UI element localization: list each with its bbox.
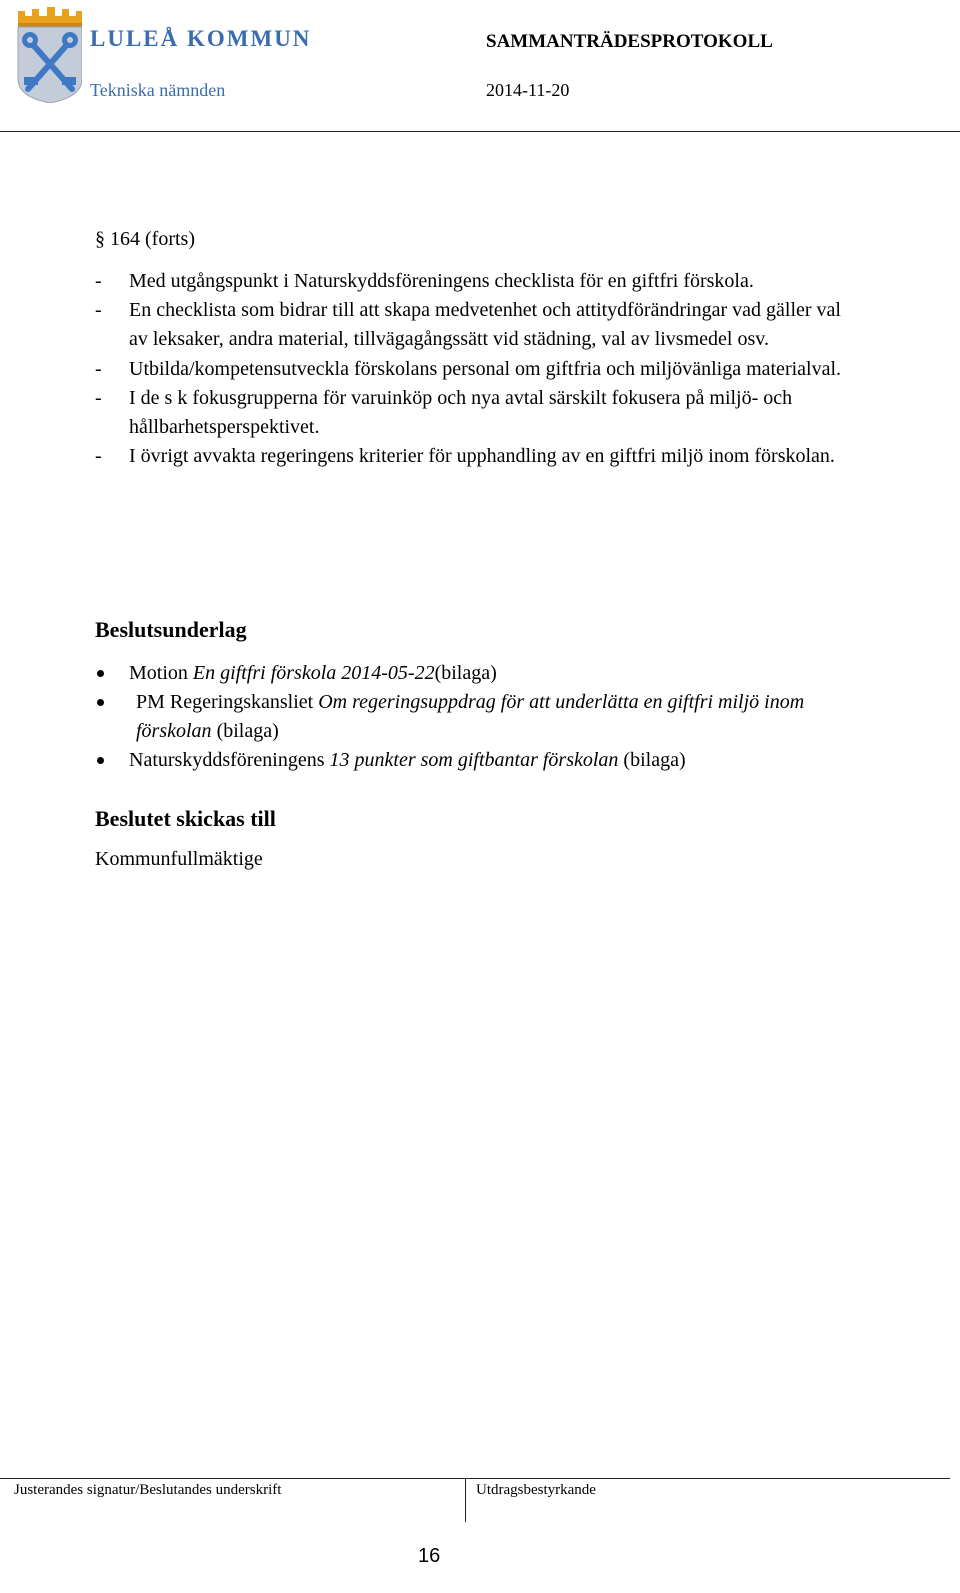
list-item	[95, 659, 855, 688]
entry-suffix: (bilaga)	[211, 720, 279, 742]
decision-basis-list	[95, 659, 855, 775]
document-type: SAMMANTRÄDESPROTOKOLL	[486, 31, 773, 52]
dash-marker: -	[95, 357, 102, 380]
list-item	[95, 442, 855, 471]
list-item	[95, 384, 855, 442]
entry-prefix: Naturskyddsföreningens	[129, 749, 330, 771]
bullet-icon	[97, 670, 104, 677]
signature-label: Justerandes signatur/Beslutandes underskrift	[14, 1482, 282, 1498]
entry-prefix: PM Regeringskansliet	[136, 691, 319, 713]
header-divider	[0, 131, 960, 132]
list-item	[95, 688, 855, 746]
decision-basis-heading: Beslutsunderlag	[95, 617, 247, 642]
list-item	[95, 267, 855, 296]
dash-marker: -	[95, 445, 102, 468]
committee-name: Tekniska nämnden	[90, 80, 226, 100]
list-item-text: Utbilda/kompetensutveckla förskolans personal om giftfria och miljövänliga materialval.	[129, 357, 842, 380]
dash-marker: -	[95, 299, 102, 322]
entry-prefix: Motion	[129, 662, 193, 684]
list-item-text: I de s k fokusgrupperna för varuinköp och nya avtal särskilt fokusera på miljö- och hållbarhetsperspektivet.	[129, 386, 793, 439]
meeting-date: 2014-11-20	[486, 80, 570, 100]
list-item-text: Med utgångspunkt i Naturskyddsföreningens checklista för en giftfri förskola.	[129, 270, 754, 292]
section-reference: § 164 (forts)	[95, 228, 195, 250]
municipal-coat-of-arms-logo	[12, 7, 82, 103]
list-item	[95, 746, 855, 775]
list-item-text: I övrigt avvakta regeringens kriterier för upphandling av en giftfri miljö inom förskolan.	[129, 445, 835, 468]
dash-marker: -	[95, 386, 102, 409]
extract-certification-label: Utdragsbestyrkande	[476, 1482, 596, 1498]
entry-suffix: (bilaga)	[434, 662, 497, 684]
recipient: Kommunfullmäktige	[95, 848, 263, 870]
entry-suffix: (bilaga)	[618, 749, 686, 771]
footer-divider	[0, 1478, 950, 1479]
list-item	[95, 296, 855, 354]
organization-name: LULEÅ KOMMUN	[90, 26, 312, 51]
sent-to-heading: Beslutet skickas till	[95, 806, 276, 831]
page-number: 16	[418, 1545, 441, 1567]
bullet-icon	[97, 699, 104, 706]
entry-title: 13 punkter som giftbantar förskolan	[329, 749, 619, 771]
dash-marker: -	[95, 270, 102, 292]
list-item	[95, 355, 855, 384]
entry-title: Om regeringsuppdrag för att underlätta en giftfri miljö inom förskolan	[136, 691, 805, 742]
entry-title: En giftfri förskola 2014-05-22	[192, 662, 435, 684]
footer-column-divider	[465, 1478, 466, 1522]
list-item-text: En checklista som bidrar till att skapa medvetenhet och attitydförändringar vad gäller val av leksaker, andra material, tillvägagångssätt vid städning, val av livsmedel osv.	[129, 299, 841, 351]
bullet-icon	[97, 757, 104, 764]
decision-points-list	[95, 267, 855, 471]
